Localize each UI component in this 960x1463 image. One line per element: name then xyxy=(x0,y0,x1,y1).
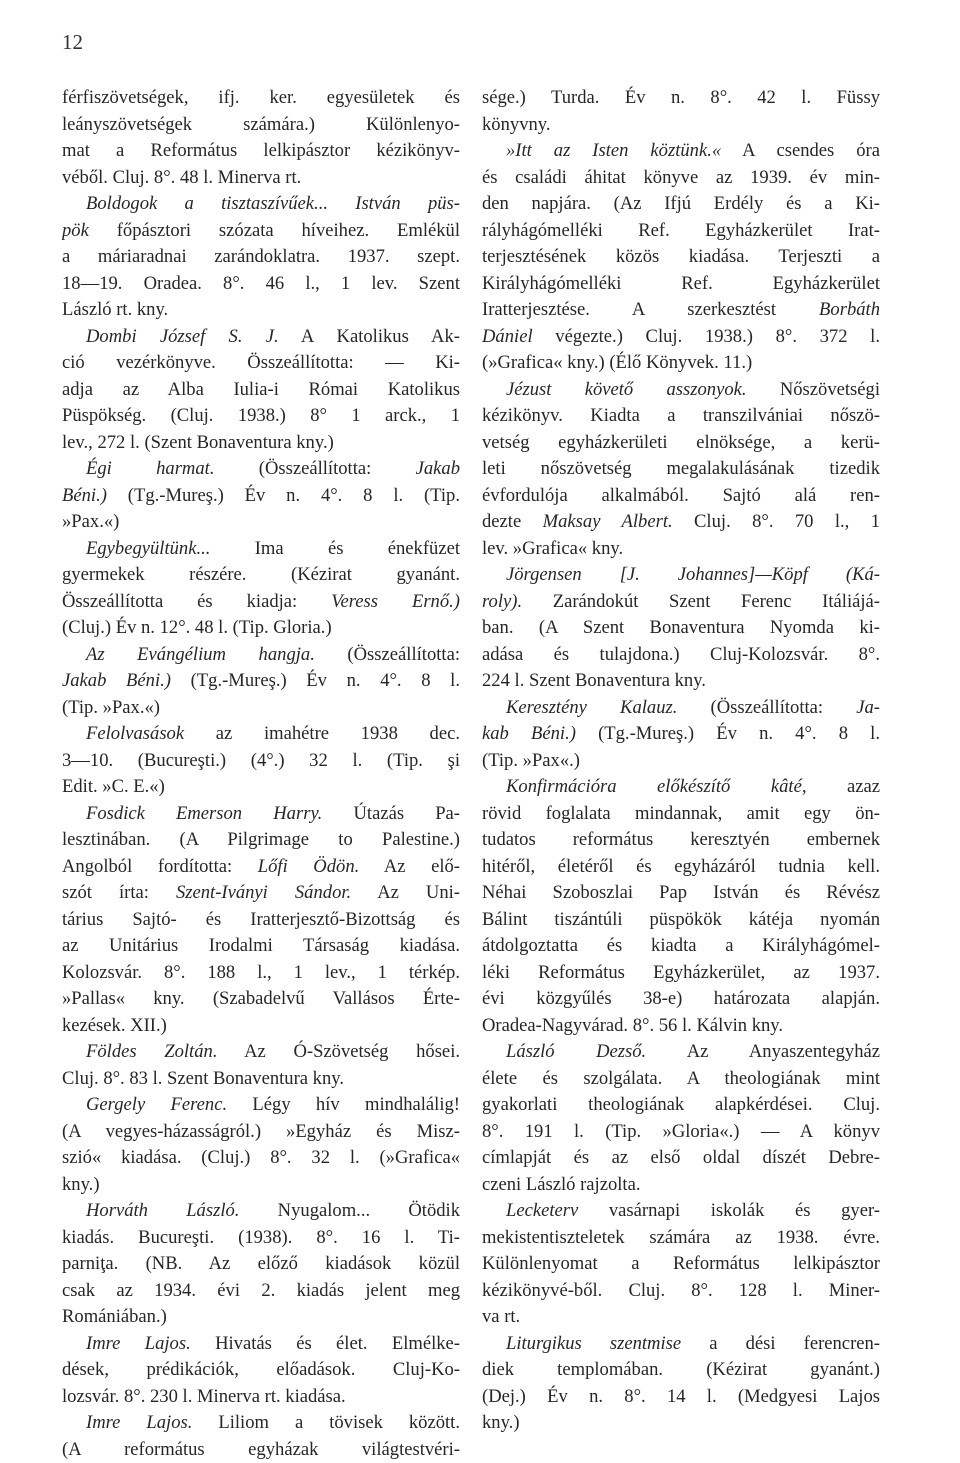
italic-text-segment: Konfirmációra előkészítő kâté, xyxy=(506,776,806,797)
text-segment: A Katolikus Ak- xyxy=(279,326,460,347)
text-line xyxy=(62,244,460,271)
text-line xyxy=(62,1013,460,1040)
text-segment: kny.) xyxy=(62,1174,100,1195)
text-segment: tárius Sajtó- és Iratterjesztő-Bizottság és xyxy=(62,909,460,930)
text-line xyxy=(482,1039,880,1066)
text-line xyxy=(62,1092,460,1119)
text-line xyxy=(62,827,460,854)
text-line xyxy=(62,933,460,960)
italic-text-segment: Szent-Iványi Sándor. xyxy=(176,882,351,903)
text-segment: László rt. kny. xyxy=(62,299,168,320)
italic-text-segment: Imre Lajos. xyxy=(86,1333,191,1354)
text-segment: kézikönyvé-ből. Cluj. 8°. 128 l. Miner- xyxy=(482,1280,880,1301)
text-line xyxy=(482,483,880,510)
text-segment: hitéről, életéről és egyházáról tudnia kell. xyxy=(482,856,880,877)
text-segment: Hivatás és élet. Elmélke- xyxy=(191,1333,460,1354)
text-line xyxy=(482,1225,880,1252)
text-line xyxy=(62,774,460,801)
text-segment: szót írta: xyxy=(62,882,176,903)
text-line xyxy=(482,430,880,457)
text-segment: Ima és énekfüzet xyxy=(210,538,460,559)
text-segment: (Tip. »Pax«.) xyxy=(482,750,580,771)
page-number: 12 xyxy=(62,30,83,55)
text-segment: ban. (A Szent Bonaventura Nyomda ki- xyxy=(482,617,880,638)
text-line xyxy=(482,1119,880,1146)
text-segment: és családi áhitat könyve az 1939. év min- xyxy=(482,167,880,188)
text-line xyxy=(62,112,460,139)
text-segment: a máriaradnai zarándoklatra. 1937. szept. xyxy=(62,246,460,267)
text-line xyxy=(482,960,880,987)
text-segment: leányszövetségek számára.) Különlenyo- xyxy=(62,114,460,135)
text-segment: könyvny. xyxy=(482,114,551,135)
text-line xyxy=(482,1066,880,1093)
text-segment: Nőszövetségi xyxy=(747,379,880,400)
text-segment: évi közgyűlés 38-e) határozata alapján. xyxy=(482,988,880,1009)
text-segment: Iratterjesztése. A szerkesztést xyxy=(482,299,819,320)
text-line xyxy=(62,1304,460,1331)
text-line xyxy=(62,165,460,192)
text-segment: vasárnapi iskolák és gyer- xyxy=(578,1200,880,1221)
text-line xyxy=(62,668,460,695)
text-segment: rályhágómelléki Ref. Egyházkerület Irat- xyxy=(482,220,880,241)
text-line xyxy=(482,112,880,139)
italic-text-segment: Jézust követő asszonyok. xyxy=(506,379,747,400)
text-segment: főpásztori szózata híveihez. Emlékül xyxy=(89,220,460,241)
text-segment: sége.) Turda. Év n. 8°. 42 l. Füssy xyxy=(482,87,880,108)
text-line xyxy=(482,456,880,483)
text-segment: azaz xyxy=(806,776,880,797)
text-segment: Királyhágómelléki Ref. Egyházkerület xyxy=(482,273,880,294)
text-line xyxy=(62,615,460,642)
text-line xyxy=(482,721,880,748)
italic-text-segment: Fosdick Emerson Harry. xyxy=(86,803,322,824)
italic-text-segment: Dániel xyxy=(482,326,533,347)
text-line xyxy=(62,1119,460,1146)
text-segment: évfordulója alkalmából. Sajtó alá ren- xyxy=(482,485,880,506)
text-segment: az imahétre 1938 dec. xyxy=(184,723,460,744)
text-line xyxy=(482,191,880,218)
text-segment: adja az Alba Iulia-i Római Katolikus xyxy=(62,379,460,400)
text-segment: a dési ferencren- xyxy=(681,1333,880,1354)
text-segment: ció vezérkönyve. Összeállította: — Ki- xyxy=(62,352,460,373)
text-segment: (Tg.-Mureş.) Év n. 4°. 8 l. (Tip. xyxy=(107,485,460,506)
text-segment: czeni László rajzolta. xyxy=(482,1174,640,1195)
text-line xyxy=(482,324,880,351)
text-segment: Különlenyomat a Református lelkipásztor xyxy=(482,1253,880,1274)
text-line xyxy=(62,907,460,934)
text-line xyxy=(482,774,880,801)
text-line xyxy=(482,377,880,404)
text-segment: élete és szolgálata. A theologiának mint xyxy=(482,1068,880,1089)
text-line xyxy=(62,1357,460,1384)
text-line xyxy=(62,1437,460,1463)
text-segment: 8°. 191 l. (Tip. »Gloria«.) — A könyv xyxy=(482,1121,880,1142)
text-segment: mekistentiszteletek számára az 1938. évre. xyxy=(482,1227,880,1248)
text-line xyxy=(482,668,880,695)
text-segment: véből. Cluj. 8°. 48 l. Minerva rt. xyxy=(62,167,301,188)
text-line xyxy=(482,933,880,960)
text-line xyxy=(482,1013,880,1040)
text-line xyxy=(482,642,880,669)
text-line xyxy=(482,1145,880,1172)
italic-text-segment: Borbáth xyxy=(819,299,880,320)
text-line xyxy=(62,695,460,722)
text-line xyxy=(62,960,460,987)
text-line xyxy=(62,271,460,298)
text-line xyxy=(62,1278,460,1305)
text-segment: 224 l. Szent Bonaventura kny. xyxy=(482,670,706,691)
text-line xyxy=(62,85,460,112)
text-segment: Oradea-Nagyvárad. 8°. 56 l. Kálvin kny. xyxy=(482,1015,783,1036)
text-line xyxy=(62,350,460,377)
italic-text-segment: Imre Lajos. xyxy=(86,1412,192,1433)
text-line xyxy=(482,615,880,642)
text-line xyxy=(482,562,880,589)
text-segment: (Összeállította: xyxy=(677,697,856,718)
text-line xyxy=(482,748,880,775)
text-line xyxy=(62,721,460,748)
italic-text-segment: Egybegyültünk... xyxy=(86,538,210,559)
text-line xyxy=(62,297,460,324)
italic-text-segment: Maksay Albert. xyxy=(543,511,673,532)
text-segment: léki Református Egyházkerület, az 1937. xyxy=(482,962,880,983)
text-line xyxy=(482,138,880,165)
text-segment: dezte xyxy=(482,511,543,532)
text-segment: végezte.) Cluj. 1938.) 8°. 372 l. xyxy=(533,326,880,347)
text-segment: Néhai Szoboszlai Pap István és Révész xyxy=(482,882,880,903)
text-segment: az Unitárius Irodalmi Társaság kiadása. xyxy=(62,935,460,956)
text-segment: Liliom a tövisek között. xyxy=(192,1412,460,1433)
text-segment: parniţa. (NB. Az előző kiadások közül xyxy=(62,1253,460,1274)
text-line xyxy=(62,1066,460,1093)
text-line xyxy=(62,1225,460,1252)
text-segment: vetség egyházkerületi elnöksége, a kerü- xyxy=(482,432,880,453)
text-segment: kézikönyv. Kiadta a transzilvániai nőszö- xyxy=(482,405,880,426)
text-segment: (»Grafica« kny.) (Élő Könyvek. 11.) xyxy=(482,352,752,373)
text-line xyxy=(482,1172,880,1199)
text-line xyxy=(62,1198,460,1225)
text-line xyxy=(62,1251,460,1278)
text-segment: címlapját és az első oldal díszét Debre- xyxy=(482,1147,880,1168)
italic-text-segment: Lecketerv xyxy=(506,1200,578,1221)
text-line xyxy=(482,1410,880,1437)
text-segment: (Tg.-Mureş.) Év n. 4°. 8 l. xyxy=(576,723,880,744)
text-segment: szió« kiadása. (Cluj.) 8°. 32 l. (»Grafica« xyxy=(62,1147,460,1168)
text-line xyxy=(482,297,880,324)
left-column xyxy=(62,85,460,1463)
text-segment: Angolból fordította: xyxy=(62,856,258,877)
italic-text-segment: Béni.) xyxy=(62,485,107,506)
text-line xyxy=(62,880,460,907)
text-segment: gyermekek részére. (Kézirat gyanánt. xyxy=(62,564,460,585)
italic-text-segment: »Itt az Isten köztünk.« xyxy=(506,140,721,161)
italic-text-segment: roly). xyxy=(482,591,522,612)
text-line xyxy=(482,1357,880,1384)
text-segment: 18—19. Oradea. 8°. 46 l., 1 lev. Szent xyxy=(62,273,460,294)
italic-text-segment: Földes Zoltán. xyxy=(86,1041,217,1062)
text-segment: (Tip. »Pax.«) xyxy=(62,697,160,718)
italic-text-segment: Ja- xyxy=(856,697,880,718)
text-line xyxy=(482,589,880,616)
text-segment: Püspökség. (Cluj. 1938.) 8° 1 arck., 1 xyxy=(62,405,460,426)
text-line xyxy=(62,801,460,828)
text-segment: gyakorlati theologiának alapkérdései. Cluj. xyxy=(482,1094,880,1115)
italic-text-segment: Felolvasások xyxy=(86,723,184,744)
text-segment: Nyugalom... Ötödik xyxy=(239,1200,460,1221)
text-line xyxy=(482,1384,880,1411)
text-segment: lev. »Grafica« kny. xyxy=(482,538,623,559)
text-line xyxy=(482,907,880,934)
text-line xyxy=(482,1304,880,1331)
text-segment: leti nőszövetség megalakulásának tizedik xyxy=(482,458,880,479)
text-line xyxy=(62,483,460,510)
text-line xyxy=(482,536,880,563)
text-segment: Az Uni- xyxy=(351,882,460,903)
text-line xyxy=(482,403,880,430)
italic-text-segment: Égi harmat. xyxy=(86,458,214,479)
text-segment: Cluj. 8°. 83 l. Szent Bonaventura kny. xyxy=(62,1068,344,1089)
text-segment: (A református egyházak világtestvéri- xyxy=(62,1439,460,1460)
right-column xyxy=(482,85,880,1437)
italic-text-segment: Veress Ernő.) xyxy=(331,591,460,612)
italic-text-segment: kab Béni.) xyxy=(482,723,576,744)
italic-text-segment: Az Evángélium hangja. xyxy=(86,644,315,665)
text-segment: lev., 272 l. (Szent Bonaventura kny.) xyxy=(62,432,334,453)
text-segment: adása és tulajdona.) Cluj-Kolozsvár. 8°. xyxy=(482,644,880,665)
text-segment: den napjára. (Az Ifjú Erdély és a Ki- xyxy=(482,193,880,214)
text-line xyxy=(62,403,460,430)
text-segment: 3—10. (Bucureşti.) (4°.) 32 l. (Tip. şi xyxy=(62,750,460,771)
text-segment: kny.) xyxy=(482,1412,520,1433)
text-line xyxy=(62,854,460,881)
text-segment: terjesztésének közös kiadása. Terjeszti a xyxy=(482,246,880,267)
text-line xyxy=(62,1331,460,1358)
text-line xyxy=(482,827,880,854)
italic-text-segment: Liturgikus szentmise xyxy=(506,1333,681,1354)
italic-text-segment: Gergely Ferenc. xyxy=(86,1094,227,1115)
text-line xyxy=(62,1410,460,1437)
text-line xyxy=(482,1092,880,1119)
text-line xyxy=(62,1172,460,1199)
text-segment: (Cluj.) Év n. 12°. 48 l. (Tip. Gloria.) xyxy=(62,617,332,638)
text-segment: (Dej.) Év n. 8°. 14 l. (Medgyesi Lajos xyxy=(482,1386,880,1407)
italic-text-segment: Horváth László. xyxy=(86,1200,239,1221)
text-line xyxy=(482,218,880,245)
text-line xyxy=(62,986,460,1013)
text-segment: Útazás Pa- xyxy=(322,803,460,824)
text-line xyxy=(482,1251,880,1278)
text-segment: Cluj. 8°. 70 l., 1 xyxy=(673,511,880,532)
text-line xyxy=(62,1039,460,1066)
text-segment: dések, prédikációk, előadások. Cluj-Ko- xyxy=(62,1359,460,1380)
text-line xyxy=(62,1145,460,1172)
text-segment: tudatos református keresztyén embernek xyxy=(482,829,880,850)
text-line xyxy=(482,695,880,722)
italic-text-segment: Boldogok a tisztaszívűek... István püs- xyxy=(86,193,460,214)
text-line xyxy=(62,324,460,351)
text-line xyxy=(62,509,460,536)
text-line xyxy=(482,350,880,377)
text-line xyxy=(62,1384,460,1411)
italic-text-segment: Jakab Béni.) xyxy=(62,670,171,691)
text-line xyxy=(62,377,460,404)
italic-text-segment: Keresztény Kalauz. xyxy=(506,697,677,718)
italic-text-segment: Jörgensen [J. Johannes]—Köpf (Ká- xyxy=(506,564,880,585)
text-segment: kezések. XII.) xyxy=(62,1015,167,1036)
text-line xyxy=(62,218,460,245)
text-segment: rövid foglalata mindannak, amit egy ön- xyxy=(482,803,880,824)
text-line xyxy=(482,271,880,298)
text-segment: Az elő- xyxy=(359,856,460,877)
text-line xyxy=(482,1331,880,1358)
text-line xyxy=(482,509,880,536)
text-segment: Bálint tiszántúli püspökök kátéja nyomán xyxy=(482,909,880,930)
text-line xyxy=(62,138,460,165)
text-line xyxy=(62,562,460,589)
text-line xyxy=(482,801,880,828)
text-line xyxy=(62,456,460,483)
text-line xyxy=(62,589,460,616)
text-segment: (Összeállította: xyxy=(315,644,460,665)
text-line xyxy=(482,1278,880,1305)
italic-text-segment: Dombi József S. J. xyxy=(86,326,279,347)
text-segment: Összeállította és kiadja: xyxy=(62,591,331,612)
text-segment: (A vegyes-házasságról.) »Egyház és Misz- xyxy=(62,1121,460,1142)
text-segment: Az Ó-Szövetség hősei. xyxy=(217,1041,460,1062)
text-line xyxy=(482,1198,880,1225)
italic-text-segment: pök xyxy=(62,220,89,241)
text-segment: diek templomában. (Kézirat gyanánt.) xyxy=(482,1359,880,1380)
text-segment: Zarándokút Szent Ferenc Itáliájá- xyxy=(522,591,880,612)
text-segment: »Pax.«) xyxy=(62,511,119,532)
text-line xyxy=(62,191,460,218)
text-segment: lesztinában. (A Pilgrimage to Palestine.) xyxy=(62,829,460,850)
text-segment: Az Anyaszentegyház xyxy=(646,1041,880,1062)
text-segment: mat a Református lelkipásztor kézikönyv- xyxy=(62,140,460,161)
italic-text-segment: László Dezső. xyxy=(506,1041,646,1062)
text-line xyxy=(482,244,880,271)
italic-text-segment: Lőfi Ödön. xyxy=(258,856,360,877)
text-line xyxy=(482,85,880,112)
text-segment: Edit. »C. E.«) xyxy=(62,776,165,797)
text-segment: Romániában.) xyxy=(62,1306,167,1327)
text-segment: A csendes óra xyxy=(721,140,880,161)
text-segment: átdolgoztatta és kiadta a Királyhágómel- xyxy=(482,935,880,956)
text-line xyxy=(482,165,880,192)
text-line xyxy=(62,642,460,669)
text-line xyxy=(482,986,880,1013)
text-segment: va rt. xyxy=(482,1306,520,1327)
italic-text-segment: Jakab xyxy=(416,458,460,479)
text-segment: (Tg.-Mureş.) Év n. 4°. 8 l. xyxy=(171,670,460,691)
text-line xyxy=(62,536,460,563)
text-segment: lozsvár. 8°. 230 l. Minerva rt. kiadása. xyxy=(62,1386,346,1407)
text-line xyxy=(62,748,460,775)
text-segment: kiadás. Bucureşti. (1938). 8°. 16 l. Ti- xyxy=(62,1227,460,1248)
text-segment: csak az 1934. évi 2. kiadás jelent meg xyxy=(62,1280,460,1301)
text-segment: férfiszövetségek, ifj. ker. egyesületek és xyxy=(62,87,460,108)
text-line xyxy=(482,880,880,907)
text-segment: Légy hív mindhalálig! xyxy=(227,1094,460,1115)
text-line xyxy=(482,854,880,881)
text-segment: (Összeállította: xyxy=(214,458,415,479)
text-line xyxy=(62,430,460,457)
text-segment: Kolozsvár. 8°. 188 l., 1 lev., 1 térkép. xyxy=(62,962,460,983)
text-segment: »Pallas« kny. (Szabadelvű Vallásos Érte- xyxy=(62,988,460,1009)
